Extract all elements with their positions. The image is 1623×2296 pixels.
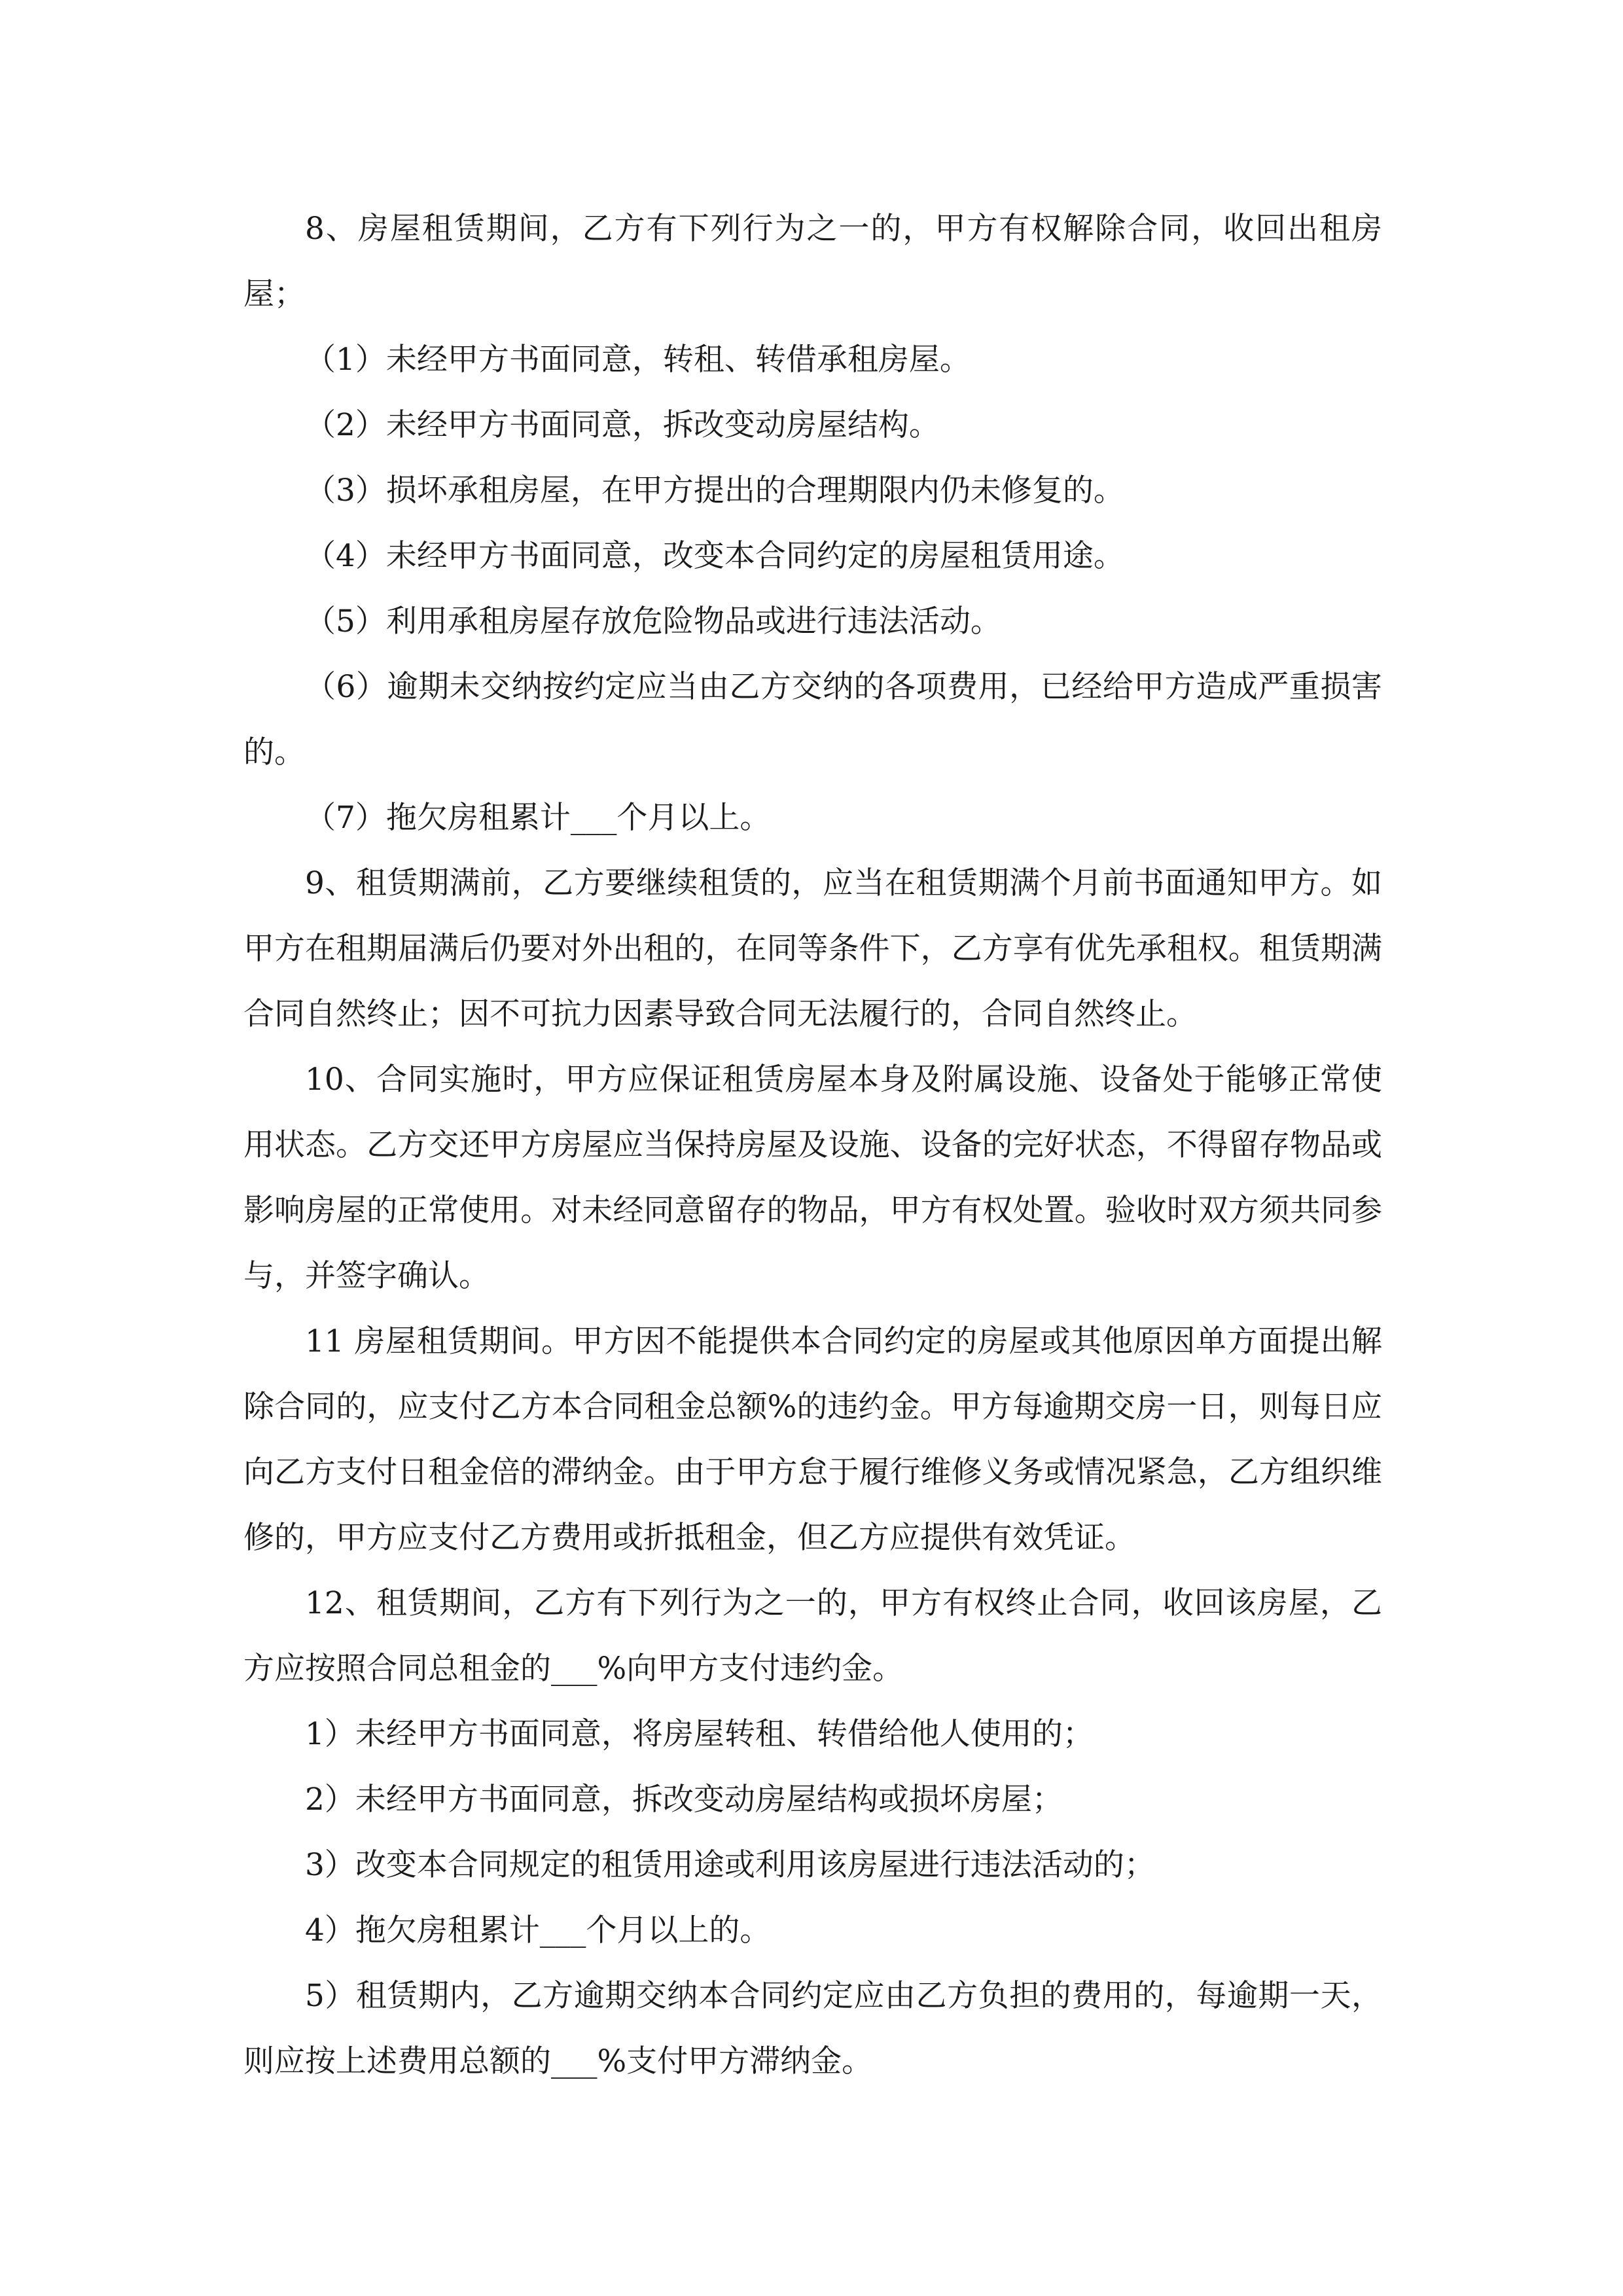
clause-12-item-2: 2）未经甲方书面同意，拆改变动房屋结构或损坏房屋； (305, 1782, 1063, 1818)
clause-8-item-4: （4）未经甲方书面同意，改变本合同约定的房屋租赁用途。 (305, 538, 1124, 574)
clause-12-item-1: 1）未经甲方书面同意，将房屋转租、转借给他人使用的； (305, 1716, 1094, 1752)
clause-11: 11 房屋租赁期间。甲方因不能提供本合同约定的房屋或其他原因单方面提出解除合同的，应支付乙方本合同租金总额%的违约金。甲方每逾期交房一日，则每日应向乙方支付日租金倍的滞纳金。由于甲方怠于履行维修义务或情况紧急，乙方组织维修的，甲方应支付乙方费用或折抵租金，但乙方应提供有效凭证。 (243, 1323, 1382, 1556)
clause-8-item-2: （2）未经甲方书面同意，拆改变动房屋结构。 (305, 407, 940, 443)
clause-12-item-3: 3）改变本合同规定的租赁用途或利用该房屋进行违法活动的； (305, 1847, 1155, 1883)
clause-10: 10、合同实施时，甲方应保证租赁房屋本身及附属设施、设备处于能够正常使用状态。乙方交还甲方房屋应当保持房屋及设施、设备的完好状态，不得留存物品或影响房屋的正常使用。对未经同意留存的物品，甲方有权处置。验收时双方须共同参与，并签字确认。 (243, 1062, 1382, 1294)
clause-12-item-4: 4）拖欠房租累计___个月以上的。 (305, 1912, 771, 1948)
clause-8-item-6: （6）逾期未交纳按约定应当由乙方交纳的各项费用，已经给甲方造成严重损害的。 (243, 669, 1382, 770)
clause-8-item-7: （7）拖欠房租累计___个月以上。 (305, 800, 771, 836)
contract-body (243, 196, 1382, 2094)
clause-8-item-3: （3）损坏承租房屋，在甲方提出的合理期限内仍未修复的。 (305, 473, 1124, 509)
clause-12: 12、租赁期间，乙方有下列行为之一的，甲方有权终止合同，收回该房屋，乙方应按照合同总租金的___%向甲方支付违约金。 (243, 1585, 1382, 1687)
clause-12-item-5: 5）租赁期内，乙方逾期交纳本合同约定应由乙方负担的费用的，每逾期一天，则应按上述费用总额的___%支付甲方滞纳金。 (243, 1978, 1382, 2079)
clause-8-item-5: （5）利用承租房屋存放危险物品或进行违法活动。 (305, 603, 1001, 639)
clause-8: 8、房屋租赁期间，乙方有下列行为之一的，甲方有权解除合同，收回出租房屋； (243, 211, 1382, 312)
clause-9: 9、租赁期满前，乙方要继续租赁的，应当在租赁期满个月前书面通知甲方。如甲方在租期届满后仍要对外出租的，在同等条件下，乙方享有优先承租权。租赁期满合同自然终止；因不可抗力因素导致合同无法履行的，合同自然终止。 (243, 865, 1382, 1032)
clause-8-item-1: （1）未经甲方书面同意，转租、转借承租房屋。 (305, 342, 971, 378)
